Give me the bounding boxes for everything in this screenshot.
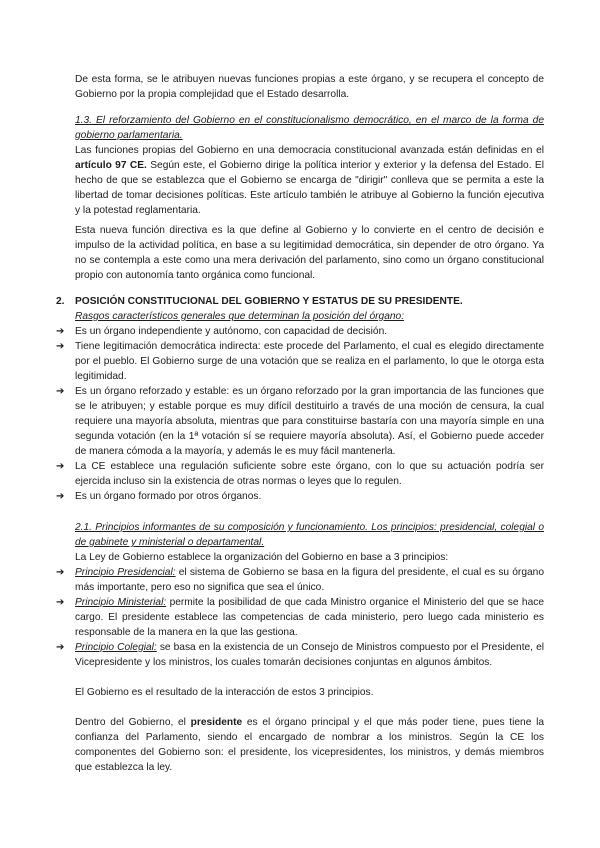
principles-conclusion	[75, 685, 544, 700]
arrow-right-icon: ➔	[56, 491, 65, 502]
section-2-1-intro	[75, 550, 544, 565]
section-2-title: POSICIÓN CONSTITUCIONAL DEL GOBIERNO Y ESTATUS DE SU PRESIDENTE.	[75, 296, 463, 307]
section-2-1-intro-text: La Ley de Gobierno establece la organización del Gobierno en base a 3 principios:	[75, 552, 449, 563]
principle-text: permite la posibilidad de que cada Ministro organice el Ministerio del que se hace cargo. El presidente establece las competencias de cada ministerio, pero luego cada ministerio es responsable de la manera en la que las gestiona.	[75, 597, 544, 638]
principle-text: se basa en la existencia de un Consejo de Ministros compuesto por el Presidente, el Vicepresidente y los ministros, los cuales tomarán decisiones conjuntas en algunos ámbitos.	[75, 642, 544, 668]
arrow-right-icon: ➔	[56, 326, 65, 337]
section-1-3-heading	[75, 113, 544, 143]
section-2-number: 2.	[56, 296, 65, 307]
bullet-text: Es un órgano reforzado y estable: es un órgano reforzado por la gran importancia de las funciones que se le atribuyen; y estable porque es muy difícil destituirlo a través de una moción de censura, la cual requiere una mayoría absoluta, mientras que para constituirse bastaría con una mayoría simple en una segunda votación (en la 1ª votación sí se requiere mayoría absoluta). Así, el Gobierno puede acceder de manera cómoda a la mayoría, y además le es muy fácil mantenerla.	[75, 386, 544, 457]
list-item	[56, 459, 544, 489]
principle-collegial	[56, 640, 544, 670]
intro-text: De esta forma, se le atribuyen nuevas funciones propias a este órgano, y se recupera el concepto de Gobierno por la propia complejidad que el Estado desarrolla.	[75, 74, 544, 100]
bullet-text: La CE establece una regulación suficiente sobre este órgano, con lo que su actuación podría ser ejercida incluso sin la existencia de otras normas o leyes que lo regulen.	[75, 461, 544, 487]
arrow-right-icon: ➔	[56, 567, 65, 578]
bullet-text: Tiene legitimación democrática indirecta: este procede del Parlamento, el cual es elegido directamente por el pueblo. El Gobierno surge de una votación que se realiza en el parlamento, lo que le otorga esta legitimidad.	[75, 341, 544, 382]
principles-conclusion-text: El Gobierno es el resultado de la interacción de estos 3 principios.	[75, 687, 374, 698]
arrow-right-icon: ➔	[56, 461, 65, 472]
principle-name: Principio Ministerial:	[75, 597, 167, 608]
section-2-1-title: 2.1. Principios informantes de su composición y funcionamiento. Los principios: presidencial, colegial o de gabinete y ministerial o departamental.	[75, 522, 544, 548]
article-97-reference: artículo 97 CE.	[75, 160, 147, 171]
section-1-3-p1-a: Las funciones propias del Gobierno en una democracia constitucional avanzada están definidas en el	[75, 145, 544, 156]
section-2-subheading: Rasgos característicos generales que determinan la posición del órgano:	[75, 311, 405, 322]
bullet-text: Es un órgano independiente y autónomo, con capacidad de decisión.	[75, 326, 388, 337]
president-text-c: es el órgano principal y el que más poder tiene, pues tiene la confianza del Parlamento, siendo el encargado de nombrar a los ministros. Según la CE los componentes del Gobierno son: el presidente, los vicepresidentes, los ministros, y demás miembros que establezca la ley.	[75, 717, 545, 773]
arrow-right-icon: ➔	[56, 642, 65, 653]
president-paragraph	[75, 715, 544, 775]
list-item	[56, 324, 544, 339]
section-1-3-p2: Esta nueva función directiva es la que define al Gobierno y lo convierte en el centro de decisión e impulso de la actividad política, en base a su legitimidad democrática, sin depender de otro órgano. Ya no se contempla a este como una mera derivación del parlamento, sino como un órgano constitucional propio con autonomía tanto orgánica como funcional.	[75, 225, 544, 281]
section-2-heading	[56, 294, 544, 309]
president-text-a: Dentro del Gobierno, el	[75, 717, 191, 728]
arrow-right-icon: ➔	[56, 597, 65, 608]
principle-presidential	[56, 565, 544, 595]
arrow-right-icon: ➔	[56, 386, 65, 397]
intro-paragraph	[75, 72, 544, 102]
section-2-1-heading	[75, 520, 544, 550]
principle-name: Principio Presidencial:	[75, 567, 176, 578]
bullet-text: Es un órgano formado por otros órganos.	[75, 491, 262, 502]
principle-text: el sistema de Gobierno se basa en la figura del presidente, el cual es su órgano más importante, pero eso no significa que sea el único.	[75, 567, 544, 593]
section-1-3-p1	[75, 143, 544, 218]
characteristics-list	[56, 324, 544, 504]
list-item	[56, 489, 544, 504]
principle-ministerial	[56, 595, 544, 640]
list-item	[56, 339, 544, 384]
section-1-3-paragraph-1	[75, 143, 544, 218]
principle-name: Principio Colegial:	[75, 642, 157, 653]
president-keyword: presidente	[190, 717, 243, 728]
principles-list	[56, 565, 544, 670]
section-1-3-title: 1.3. El reforzamiento del Gobierno en el constitucionalismo democrático, en el marco de la forma de gobierno parlamentaria.	[75, 115, 544, 141]
president-paragraph-text	[75, 715, 544, 775]
arrow-right-icon: ➔	[56, 341, 65, 352]
section-1-3-p1-c: Según este, el Gobierno dirige la política interior y exterior y la defensa del Estado. El hecho de que se establezca que el Gobierno se encarga de "dirigir" conlleva que se permita a este la libertad de tomar decisiones políticas. Este artículo también le atribuye al Gobierno la función ejecutiva y la potestad reglamentaria.	[75, 160, 544, 216]
section-1-3-paragraph-2	[75, 223, 544, 283]
list-item	[56, 384, 544, 459]
